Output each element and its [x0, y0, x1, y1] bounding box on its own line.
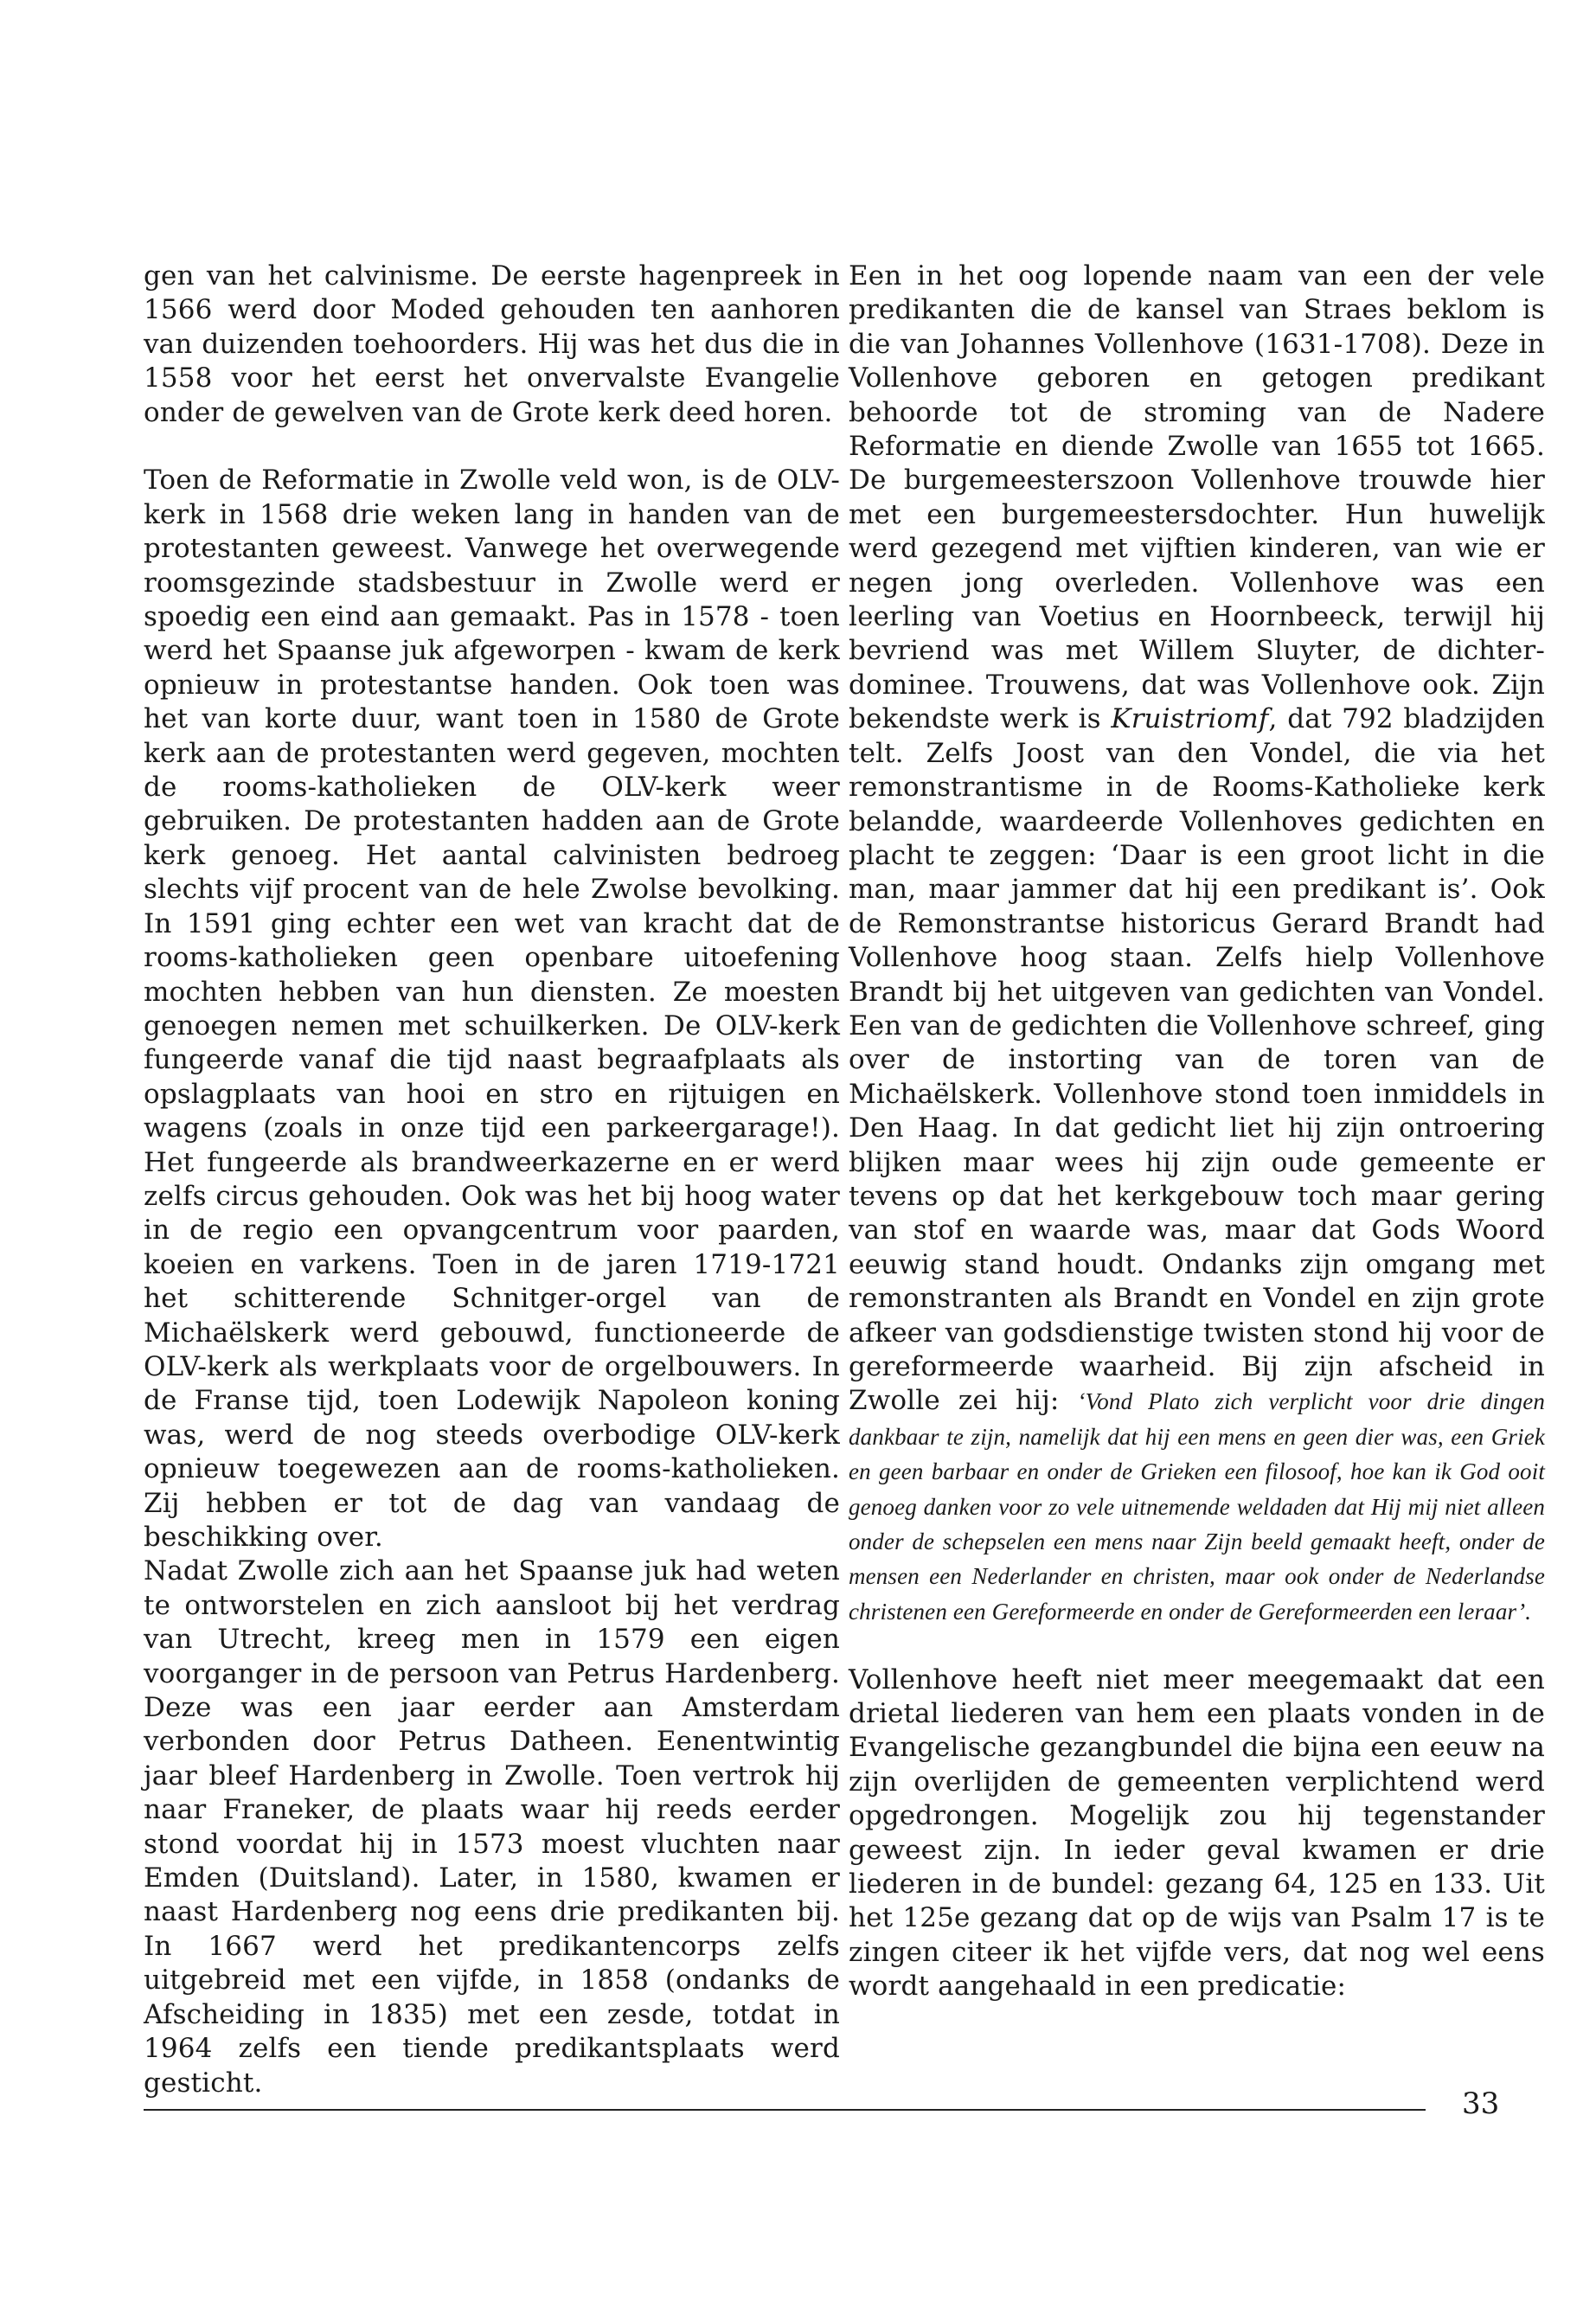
- paragraph: Vollenhove heeft niet meer meegemaakt dat een drietal liederen van hem een plaats vonden in de Evangelische gezangbundel die bijna een eeuw na zijn overlijden de gemeenten verplichtend werd opgedrongen. Mogelijk zou hij tegenstander geweest zijn. In ieder geval kwamen er drie liederen in de bundel: gezang 64, 125 en 133. Uit het 125e gezang dat op de wijs van Psalm 17 is te zingen citeer ik het vijfde vers, dat nog wel eens wordt aangehaald in een predicatie:: [849, 1663, 1545, 2003]
- paragraph: [849, 260, 1545, 1629]
- left-column: [144, 260, 840, 2100]
- text-run: Een in het oog lopende naam van een der vele predikanten die de kansel van Straes beklom is die van Johannes Vollenhove (1631-1708). Deze in Vollenhove geboren en getogen predikant behoorde tot de stroming van de Nadere Reformatie en diende Zwolle van 1655 tot 1665. De burgemeesterszoon Vollenhove trouwde hier met een burgemeestersdochter. Hun huwelijk werd gezegend met vijftien kinderen, van wie er negen jong overleden. Vollenhove was een leerling van Voetius en Hoornbeeck, terwijl hij bevriend was met Willem Sluyter, de dichter-dominee. Trouwens, dat was Vollenhove ook. Zijn bekendste werk is: [849, 260, 1545, 735]
- footer-rule: [144, 2109, 1426, 2111]
- text-run: , dat 792 bladzijden telt. Zelfs Joost van den Vondel, die via het remonstrantisme in de Rooms-Katholieke kerk belandde, waardeerde Vollenhoves gedichten en placht te zeggen: ‘Daar is een groot licht in die man, maar jammer dat hij een predikant is’. Ook de Remonstrantse historicus Gerard Brandt had Vollenhove hoog staan. Zelfs hielp Vollenhove Brandt bij het uitgeven van gedichten van Vondel. Een van de gedichten die Vollenhove schreef, ging over de instorting van de toren van de Michaëlskerk. Vollenhove stond toen inmiddels in Den Haag. In dat gedicht liet hij zijn ontroering blijken maar wees hij zijn oude gemeente er tevens op dat het kerkgebouw toch maar gering van stof en waarde was, maar dat Gods Woord eeuwig stand houdt. Ondanks zijn omgang met remonstranten als Brandt en Vondel en zijn grote afkeer van godsdienstige twisten stond hij voor de gereformeerde waarheid. Bij zijn afscheid in Zwolle zei hij:: [849, 703, 1545, 1417]
- quotation: ‘Vond Plato zich verplicht voor drie dingen dankbaar te zijn, namelijk dat hij een mens en geen dier was, een Griek en geen barbaar en onder de Grieken een filosoof, hoe kan ik God ooit genoeg danken voor zo vele uitnemende weldaden dat Hij mij niet alleen onder de schepselen een mens naar Zijn beeld gemaakt heeft, onder de mensen een Nederlander en christen, maar ook onder de Nederlandse christenen een Gereformeerde en onder de Gereformeerden een leraar’.: [849, 1388, 1545, 1625]
- paragraph: Toen de Reformatie in Zwolle veld won, is de OLV-kerk in 1568 drie weken lang in handen van de protestanten geweest. Vanwege het overwegende roomsgezinde stadsbestuur in Zwolle werd er spoedig een eind aan gemaakt. Pas in 1578 - toen werd het Spaanse juk afgeworpen - kwam de kerk opnieuw in protestantse handen. Ook toen was het van korte duur, want toen in 1580 de Grote kerk aan de protestanten werd gegeven, mochten de rooms-katholieken de OLV-kerk weer gebruiken. De protestanten hadden aan de Grote kerk genoeg. Het aantal calvinisten bedroeg slechts vijf procent van de hele Zwolse bevolking. In 1591 ging echter een wet van kracht dat de rooms-katholieken geen openbare uitoefening mochten hebben van hun diensten. Ze moesten genoegen nemen met schuilkerken. De OLV-kerk fungeerde vanaf die tijd naast begraafplaats als opslagplaats van hooi en stro en rijtuigen en wagens (zoals in onze tijd een parkeergarage!). Het fungeerde als brandweerkazerne en er werd zelfs circus gehouden. Ook was het bij hoog water in de regio een opvangcentrum voor paarden, koeien en varkens. Toen in de jaren 1719-1721 het schitterende Schnitger-orgel van de Michaëlskerk werd gebouwd, functioneerde de OLV-kerk als werkplaats voor de orgelbouwers. In de Franse tijd, toen Lodewijk Napoleon koning was, werd de nog steeds overbodige OLV-kerk opnieuw toegewezen aan de rooms-katholieken. Zij hebben er tot de dag van vandaag de beschikking over.: [144, 465, 840, 1554]
- paragraph: Nadat Zwolle zich aan het Spaanse juk had weten te ontworstelen en zich aansloot bij het verdrag van Utrecht, kreeg men in 1579 een eigen voorganger in de persoon van Petrus Hardenberg. Deze was een jaar eerder aan Amsterdam verbonden door Petrus Datheen. Eenentwintig jaar bleef Hardenberg in Zwolle. Toen vertrok hij naar Franeker, de plaats waar hij reeds eerder stond voordat hij in 1573 moest vluchten naar Emden (Duitsland). Later, in 1580, kwamen er naast Hardenberg nog eens drie predikanten bij. In 1667 werd het predikantencorps zelfs uitgebreid met een vijfde, in 1858 (ondanks de Afscheiding in 1835) met een zesde, totdat in 1964 zelfs een tiende predikantsplaats werd gesticht.: [144, 1555, 840, 2099]
- page-number: 33: [1462, 2086, 1500, 2121]
- paragraph: gen van het calvinisme. De eerste hagenpreek in 1566 werd door Moded gehouden ten aanhoren van duizenden toehoorders. Hij was het dus die in 1558 voor het eerst het onvervalste Evangelie onder de gewelven van de Grote kerk deed horen.: [144, 260, 840, 428]
- work-title: Kruistriomf: [1111, 703, 1269, 735]
- right-column: [849, 260, 1545, 2004]
